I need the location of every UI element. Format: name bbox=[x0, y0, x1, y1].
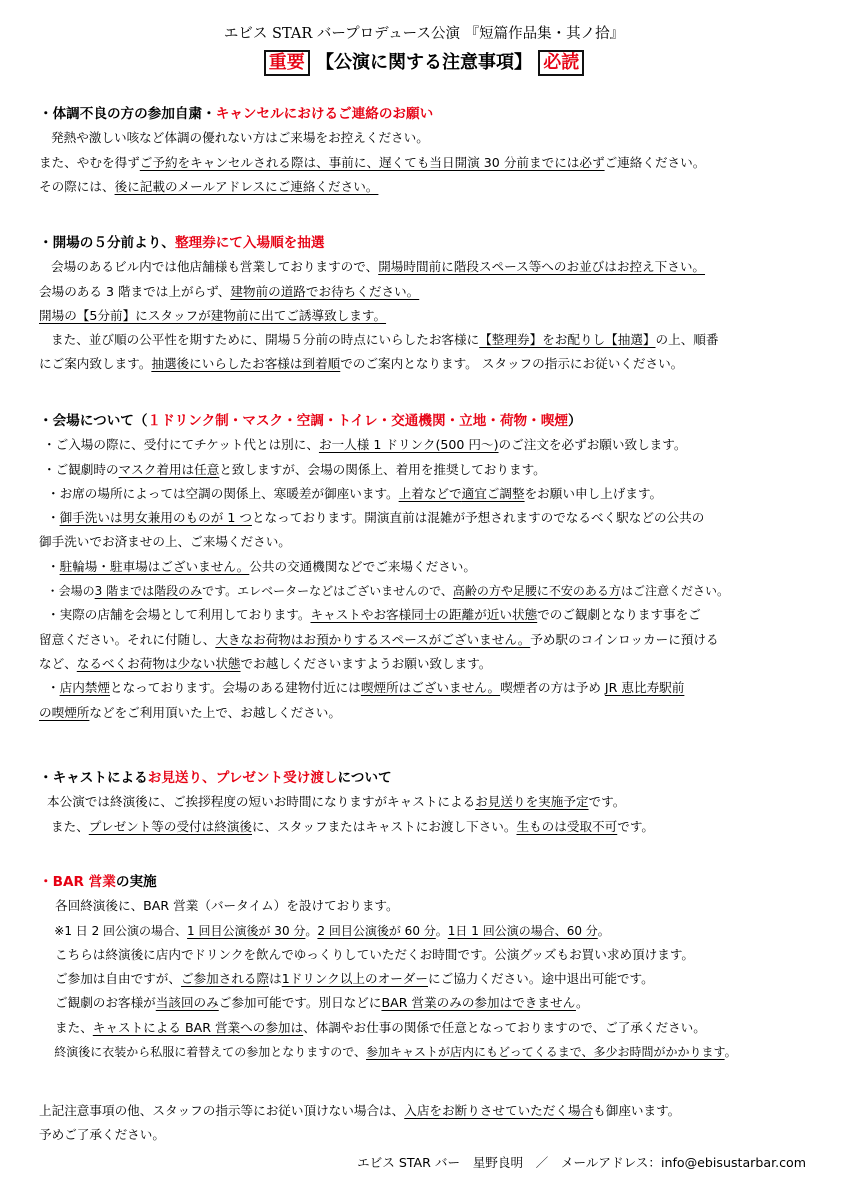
paragraph-line: 各回終演後に、BAR 営業（バータイム）を設けております。 bbox=[55, 898, 399, 914]
closing-note bbox=[39, 1099, 819, 1148]
paragraph-line: 留意ください。それに付随し、大きなお荷物はお預かりするスペースがございません。予め駅のコインロッカーに預ける bbox=[39, 631, 719, 647]
paragraph-line: にご案内致します。抽選後にいらしたお客様は到着順でのご案内となります。 スタッフの指示にお従いください。 bbox=[39, 356, 684, 372]
section-heading: ・体調不良の方の参加自粛・キャンセルにおけるご連絡のお願い bbox=[39, 106, 434, 122]
document-title: エビス STAR バープロデュース公演 『短篇作品集・其ノ拾』 bbox=[223, 26, 625, 42]
paragraph-line: その際には、後に記載のメールアドレスにご連絡ください。 bbox=[39, 178, 379, 194]
paragraph-line: 発熱や激しい咳など体調の優れない方はご来場をお控えください。 bbox=[51, 130, 429, 146]
paragraph-line: 御手洗いでお済ませの上、ご来場ください。 bbox=[39, 534, 291, 550]
paragraph-line: 会場のあるビル内では他店舗様も営業しておりますので、開場時間前に階段スペース等へのお並びはお控え下さい。 bbox=[51, 259, 706, 275]
paragraph-line: ・ご観劇時のマスク着用は任意と致しますが、会場の関係上、着用を推奨しております。 bbox=[43, 461, 546, 477]
paragraph-line: など、なるべくお荷物は少ない状態でお越しくださいますようお願い致します。 bbox=[39, 655, 492, 671]
paragraph-line: ・お席の場所によっては空調の関係上、寒暖差が御座います。上着などで適宜ご調整をお願い申し上げます。 bbox=[47, 485, 663, 501]
notice-heading-text: 【公演に関する注意事項】 bbox=[316, 52, 532, 73]
paragraph-line: ・実際の店舗を会場として利用しております。キャストやお客様同士の距離が近い状態でのご観劇となります事をご bbox=[47, 607, 701, 623]
paragraph-line: また、プレゼント等の受付は終演後に、スタッフまたはキャストにお渡し下さい。生ものは受取不可です。 bbox=[51, 818, 655, 834]
notice-heading bbox=[0, 50, 848, 76]
section-send-off-presents bbox=[39, 766, 819, 839]
paragraph-line: 予めご了承ください。 bbox=[39, 1127, 165, 1143]
footer-contact: エビス STAR バー 星野良明 ／ メールアドレス：info@ebisustarbar.com bbox=[357, 1155, 806, 1170]
section-heading: ・BAR 営業の実施 bbox=[39, 874, 157, 890]
paragraph-line: ・駐輪場・駐車場はございません。公共の交通機関などでご来場ください。 bbox=[47, 558, 476, 574]
paragraph-line: 会場のある 3 階までは上がらず、建物前の道路でお待ちください。 bbox=[39, 283, 420, 299]
section-health-cancel bbox=[39, 102, 819, 199]
section-venue bbox=[39, 409, 819, 725]
important-badge: 重要 bbox=[264, 50, 310, 76]
paragraph-line: の喫煙所などをご利用頂いた上で、お越しください。 bbox=[39, 704, 341, 720]
paragraph-line: また、並び順の公平性を期すために、開場５分前の時点にいらしたお客様に【整理券】をお配りし【抽選】の上、順番 bbox=[51, 332, 719, 348]
paragraph-line: ・店内禁煙となっております。会場のある建物付近には喫煙所はございません。喫煙者の方は予め JR 恵比寿駅前 bbox=[47, 680, 685, 696]
paragraph-line: ご参加は自由ですが、ご参加される際は1ドリンク以上のオーダーにご協力ください。途中退出可能です。 bbox=[55, 971, 654, 987]
paragraph-line: また、やむを得ずご予約をキャンセルされる際は、事前に、遅くても当日開演 30 分前までには必ずご連絡ください。 bbox=[39, 154, 706, 170]
paragraph-line: ・御手洗いは男女兼用のものが 1 つとなっております。開演直前は混雑が予想されますのでなるべく駅などの公共の bbox=[47, 510, 705, 526]
paragraph-line: ご観劇のお客様が当該回のみご参加可能です。別日などにBAR 営業のみの参加はできません。 bbox=[55, 995, 589, 1011]
section-bar-time bbox=[39, 870, 819, 1064]
section-heading: ・開場の５分前より、整理券にて入場順を抽選 bbox=[39, 235, 325, 251]
paragraph-line: ・会場の3 階までは階段のみです。エレベーターなどはございませんので、高齢の方や足腰に不安のある方はご注意ください。 bbox=[46, 584, 729, 599]
paragraph-line: 上記注意事項の他、スタッフの指示等にお従い頂けない場合は、入店をお断りさせていただく場合も御座います。 bbox=[39, 1103, 681, 1118]
paragraph-line: ・ご入場の際に、受付にてチケット代とは別に、お一人様 1 ドリンク(500 円～)のご注文を必ずお願い致します。 bbox=[43, 437, 687, 453]
paragraph-line: 本公演では終演後に、ご挨拶程度の短いお時間になりますがキャストによるお見送りを実施予定です。 bbox=[47, 794, 626, 810]
section-opening-lottery bbox=[39, 231, 819, 377]
paragraph-line: ※1 日 2 回公演の場合、1 回目公演後が 30 分。2 回目公演後が 60 分。1日 1 回公演の場合、60 分。 bbox=[54, 923, 610, 938]
paragraph-line: 終演後に衣装から私服に着替えての参加となりますので、参加キャストが店内にもどってくるまで、多少お時間がかかります。 bbox=[54, 1045, 737, 1060]
paragraph-line: こちらは終演後に店内でドリンクを飲んでゆっくりしていただくお時間です。公演グッズもお買い求め頂けます。 bbox=[55, 946, 695, 962]
section-heading: ・キャストによるお見送り、プレゼント受け渡しについて bbox=[39, 770, 392, 786]
paragraph-line: 開場の【5分前】にスタッフが建物前に出てご誘導致します。 bbox=[39, 307, 387, 323]
section-heading: ・会場について（１ドリンク制・マスク・空調・トイレ・交通機関・立地・荷物・喫煙） bbox=[39, 413, 582, 429]
paragraph-line: また、キャストによる BAR 営業への参加は、体調やお仕事の関係で任意となっておりますので、ご了承ください。 bbox=[55, 1019, 706, 1035]
must-read-badge: 必読 bbox=[538, 50, 584, 76]
